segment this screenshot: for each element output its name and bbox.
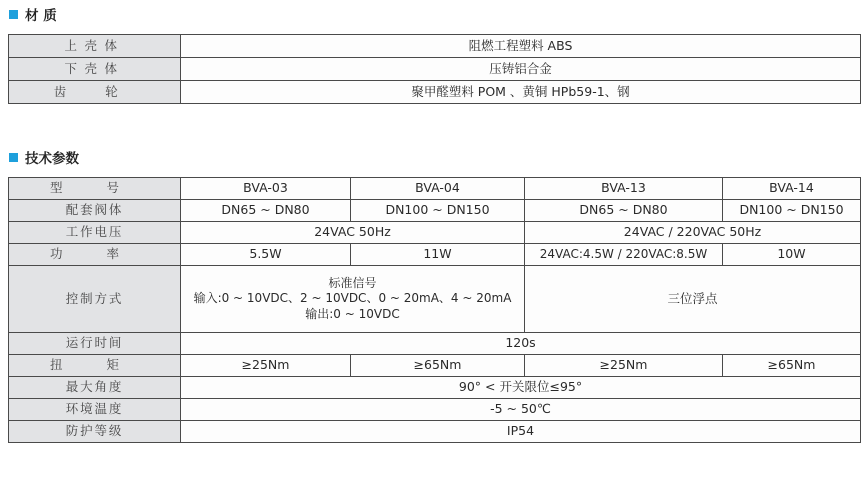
table-row	[9, 399, 861, 421]
tech-title-text: 技术参数	[25, 151, 79, 167]
model-cell: BVA-13	[525, 178, 723, 200]
model-cell: BVA-04	[351, 178, 525, 200]
table-row	[9, 58, 861, 81]
runtime-label: 运行时间	[9, 333, 181, 355]
materials-section-title	[9, 4, 57, 24]
temp-cell: -5 ~ 50℃	[181, 399, 861, 421]
torque-cell: ≥65Nm	[351, 355, 525, 377]
torque-label: 扭 矩	[9, 355, 181, 377]
valve-cell: DN65 ~ DN80	[525, 200, 723, 222]
power-cell: 10W	[723, 244, 861, 266]
tech-spec-table	[8, 177, 861, 443]
voltage-cell: 24VAC / 220VAC 50Hz	[525, 222, 861, 244]
power-cell: 5.5W	[181, 244, 351, 266]
table-row	[9, 200, 861, 222]
torque-cell: ≥25Nm	[525, 355, 723, 377]
control-label: 控制方式	[9, 266, 181, 333]
row-value: 压铸铝合金	[181, 58, 861, 81]
runtime-cell: 120s	[181, 333, 861, 355]
table-row	[9, 35, 861, 58]
model-label: 型 号	[9, 178, 181, 200]
section-marker-icon	[9, 153, 18, 162]
protect-cell: IP54	[181, 421, 861, 443]
power-cell: 11W	[351, 244, 525, 266]
table-row	[9, 355, 861, 377]
table-row	[9, 81, 861, 104]
voltage-label: 工作电压	[9, 222, 181, 244]
table-row	[9, 244, 861, 266]
section-marker-icon	[9, 10, 18, 19]
row-value: 聚甲醛塑料 POM 、黄铜 HPb59-1、钢	[181, 81, 861, 104]
control-cell-analog	[181, 266, 525, 333]
table-row	[9, 266, 861, 333]
valve-label: 配套阀体	[9, 200, 181, 222]
table-row	[9, 377, 861, 399]
materials-table	[8, 34, 861, 104]
torque-cell: ≥25Nm	[181, 355, 351, 377]
control-cell-floating: 三位浮点	[525, 266, 861, 333]
model-cell: BVA-14	[723, 178, 861, 200]
torque-cell: ≥65Nm	[723, 355, 861, 377]
temp-label: 环境温度	[9, 399, 181, 421]
row-label: 上壳体	[9, 35, 181, 58]
tech-section-title	[9, 147, 79, 167]
power-cell: 24VAC:4.5W / 220VAC:8.5W	[525, 244, 723, 266]
protect-label: 防护等级	[9, 421, 181, 443]
table-row	[9, 333, 861, 355]
control-line: 输出:0 ~ 10VDC	[305, 306, 400, 321]
angle-cell: 90° < 开关限位≤95°	[181, 377, 861, 399]
voltage-cell: 24VAC 50Hz	[181, 222, 525, 244]
power-label: 功 率	[9, 244, 181, 266]
control-line: 标准信号	[328, 275, 377, 290]
table-row	[9, 222, 861, 244]
table-row	[9, 421, 861, 443]
valve-cell: DN100 ~ DN150	[351, 200, 525, 222]
angle-label: 最大角度	[9, 377, 181, 399]
control-line: 输入:0 ~ 10VDC、2 ~ 10VDC、0 ~ 20mA、4 ~ 20mA	[193, 291, 512, 306]
table-row	[9, 178, 861, 200]
valve-cell: DN100 ~ DN150	[723, 200, 861, 222]
row-label: 下壳体	[9, 58, 181, 81]
materials-title-text: 材 质	[25, 8, 57, 24]
model-cell: BVA-03	[181, 178, 351, 200]
row-label: 齿 轮	[9, 81, 181, 104]
row-value: 阻燃工程塑料 ABS	[181, 35, 861, 58]
valve-cell: DN65 ~ DN80	[181, 200, 351, 222]
